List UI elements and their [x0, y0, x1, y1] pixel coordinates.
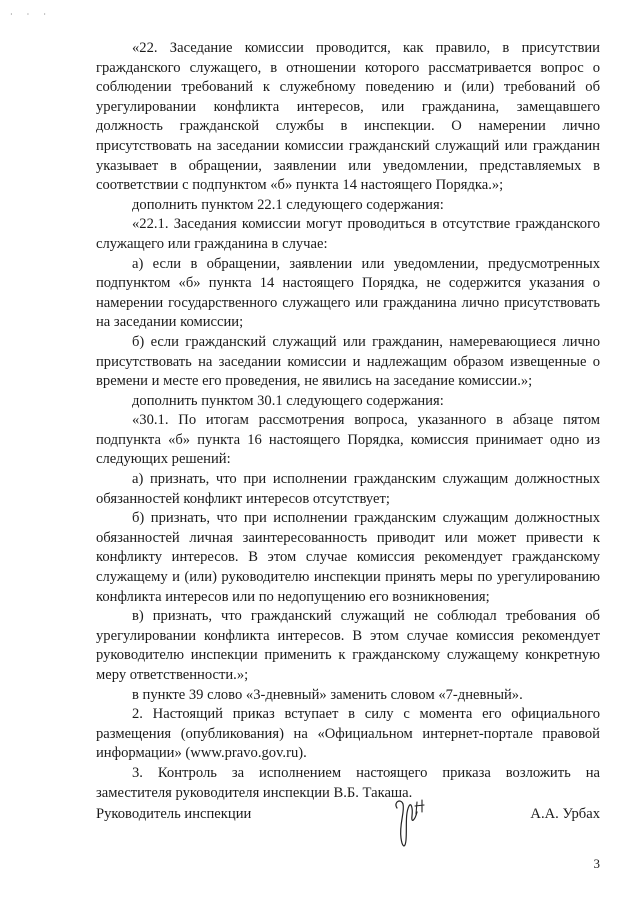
paragraph-30-1-c: в) признать, что гражданский служащий не соблюдал требования об урегулировании конфликта интересов. В этом случае комиссия рекомендует руководителю инспекции применить к гражданскому служащему конкретную меру ответственности.»;	[96, 608, 600, 683]
paragraph-2-effective: 2. Настоящий приказ вступает в силу с момента его официального размещения (опубликования) на «Официальном интернет-портале правовой информации» (www.pravo.gov.ru).	[96, 706, 600, 762]
paragraph-30-1: «30.1. По итогам рассмотрения вопроса, указанного в абзаце пятом подпункта «б» пункта 16 настоящего Порядка, комиссия принимает одно из следующих решений:	[96, 412, 600, 468]
paragraph-add-30-1-intro: дополнить пунктом 30.1 следующего содержания:	[132, 392, 444, 409]
paragraph-add-22-1-intro: дополнить пунктом 22.1 следующего содержания:	[132, 196, 444, 213]
paragraph-3-control: 3. Контроль за исполнением настоящего приказа возложить на заместителя руководителя инспекции В.Б. Такаша.	[96, 764, 600, 801]
document-body	[96, 39, 600, 803]
page-number: 3	[593, 856, 600, 871]
paragraph-39-change: в пункте 39 слово «3-дневный» заменить словом «7-дневный».	[132, 686, 523, 703]
paragraph-22-1: «22.1. Заседания комиссии могут проводиться в отсутствие гражданского служащего или гражданина в случае:	[96, 216, 600, 252]
signature-block	[96, 806, 600, 826]
paragraph-30-1-b: б) признать, что при исполнении гражданским служащим должностных обязанностей личная заинтересованность приводит или может привести к конфликту интересов. В этом случае комиссия рекомендует гражданскому служащему и (или) руководителю инспекции принять меры по урегулированию конфликта интересов или по недопущению его возникновения;	[96, 510, 600, 605]
signatory-name: А.А. Урбах	[530, 806, 600, 822]
paragraph-22: «22. Заседание комиссии проводится, как правило, в присутствии гражданского служащего, в отношении которого рассматривается вопрос о соблюдении требований к служебному поведению и (или) требований об урегулировании конфликта интересов, или гражданина, замещавшего должность гражданской службы в инспекции. О намерении лично присутствовать на заседании комиссии гражданский служащий или гражданин указывает в обращении, заявлении или уведомлении, представляемых в соответствии с подпунктом «б» пункта 14 настоящего Порядка.»;	[96, 40, 600, 194]
paragraph-22-1-b: б) если гражданский служащий или гражданин, намеревающиеся лично присутствовать на заседании комиссии и надлежащим образом извещенные о времени и месте его проведения, не явились на заседание комиссии.»;	[96, 333, 600, 390]
scan-artifact-marks: · · ·	[10, 10, 52, 19]
paragraph-22-1-a: а) если в обращении, заявлении или уведомлении, предусмотренных подпунктом «б» пункта 14 настоящего Порядка, не содержится указания о намерении государственного служащего или гражданина лично присутствовать на заседании комиссии;	[96, 255, 600, 331]
handwritten-signature	[391, 794, 431, 854]
signatory-title: Руководитель инспекции	[96, 806, 252, 822]
paragraph-30-1-a: а) признать, что при исполнении гражданским служащим должностных обязанностей конфликт интересов отсутствует;	[96, 471, 600, 507]
